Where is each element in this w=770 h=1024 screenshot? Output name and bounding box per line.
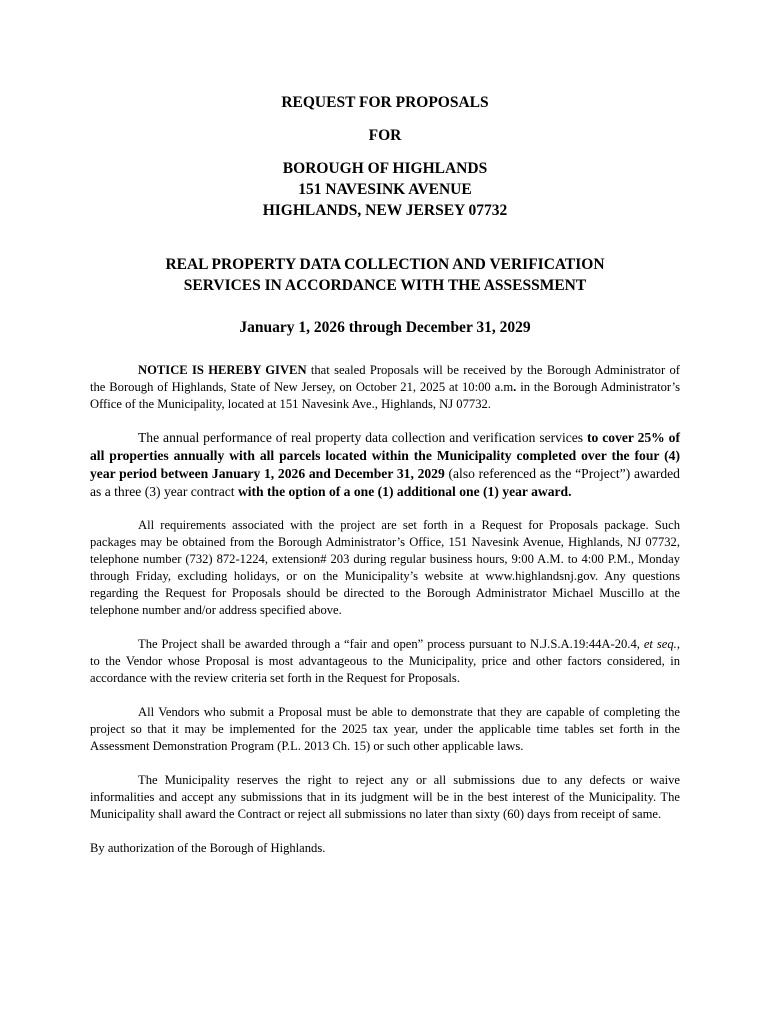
heading-for: FOR <box>368 127 402 144</box>
heading-city: HIGHLANDS, NEW JERSEY 07732 <box>262 202 508 219</box>
performance-bold: to cover 25% of all properties annually with all parcels located within the Municipality completed over the four (4) year period between January 1, 2026 and December 31, 2029 <box>90 430 681 481</box>
notice-bold-lead: NOTICE IS HEREBY GIVEN <box>138 363 307 377</box>
notice-paragraph <box>90 362 680 413</box>
heading-borough: BOROUGH OF HIGHLANDS <box>282 160 488 177</box>
performance-bold-2: with the option of a one (1) additional one (1) year award. <box>237 484 572 499</box>
award-italic: et seq. <box>643 637 677 651</box>
document-title: REQUEST FOR PROPOSALS <box>281 94 489 111</box>
notice-bold-dot: . <box>513 380 517 394</box>
rights-paragraph: The Municipality reserves the right to reject any or all submissions due to any defects or waive informalities and accept any submissions that in its judgment will be in the best interest of the Municipality. The Municipality shall award the Contract or reject all submissions no later than sixty (60) days from receipt of same. <box>90 773 680 821</box>
award-text-2: , to the Vendor whose Proposal is most advantageous to the Municipality, price and other factors considered, in accordance with the review criteria set forth in the Request for Proposals. <box>90 637 680 685</box>
heading-dates: January 1, 2026 through December 31, 2029 <box>239 319 531 336</box>
vendors-paragraph: All Vendors who submit a Proposal must be able to demonstrate that they are capable of completing the project so that it may be implemented for the 2025 tax year, under the applicable time tables set forth in the Assessment Demonstration Program (P.L. 2013 Ch. 15) or such other applicable laws. <box>90 705 680 753</box>
notice-text: that sealed Proposals will be received by the Borough Administrator of the Borough of Highlands, State of New Jersey, on October 21, 2025 at 10:00 a.m <box>90 363 680 394</box>
document-page <box>90 92 680 857</box>
performance-paragraph <box>90 429 680 501</box>
award-process-paragraph <box>90 636 680 687</box>
heading-address: 151 NAVESINK AVENUE <box>298 181 472 198</box>
authorization-line: By authorization of the Borough of Highlands. <box>90 841 326 855</box>
performance-text: The annual performance of real property data collection and verification services <box>138 430 588 445</box>
award-text: The Project shall be awarded through a “fair and open” process pursuant to N.J.S.A.19:44A-20.4, <box>138 637 644 651</box>
performance-text-2: (also referenced as the “Project”) awarded as a three (3) year contract <box>90 466 680 499</box>
heading-subject-line-1: REAL PROPERTY DATA COLLECTION AND VERIFICATION <box>165 256 605 273</box>
requirements-paragraph: All requirements associated with the project are set forth in a Request for Proposals package. Such packages may be obtained from the Borough Administrator’s Office, 151 Navesink Avenue, Highlands, NJ 07732, telephone number (732) 872-1224, extension# 203 during regular business hours, 9:00 A.M. to 4:00 P.M., Monday through Friday, excluding holidays, or on the Municipality’s website at www.highlandsnj.gov. Any questions regarding the Request for Proposals should be directed to the Borough Administrator Michael Muscillo at the telephone number and/or address specified above. <box>90 518 680 617</box>
heading-subject-line-2: SERVICES IN ACCORDANCE WITH THE ASSESSMENT <box>183 277 587 294</box>
notice-text-2: in the Borough Administrator’s Office of the Municipality, located at 151 Navesink Ave., Highlands, NJ 07732. <box>90 380 680 411</box>
